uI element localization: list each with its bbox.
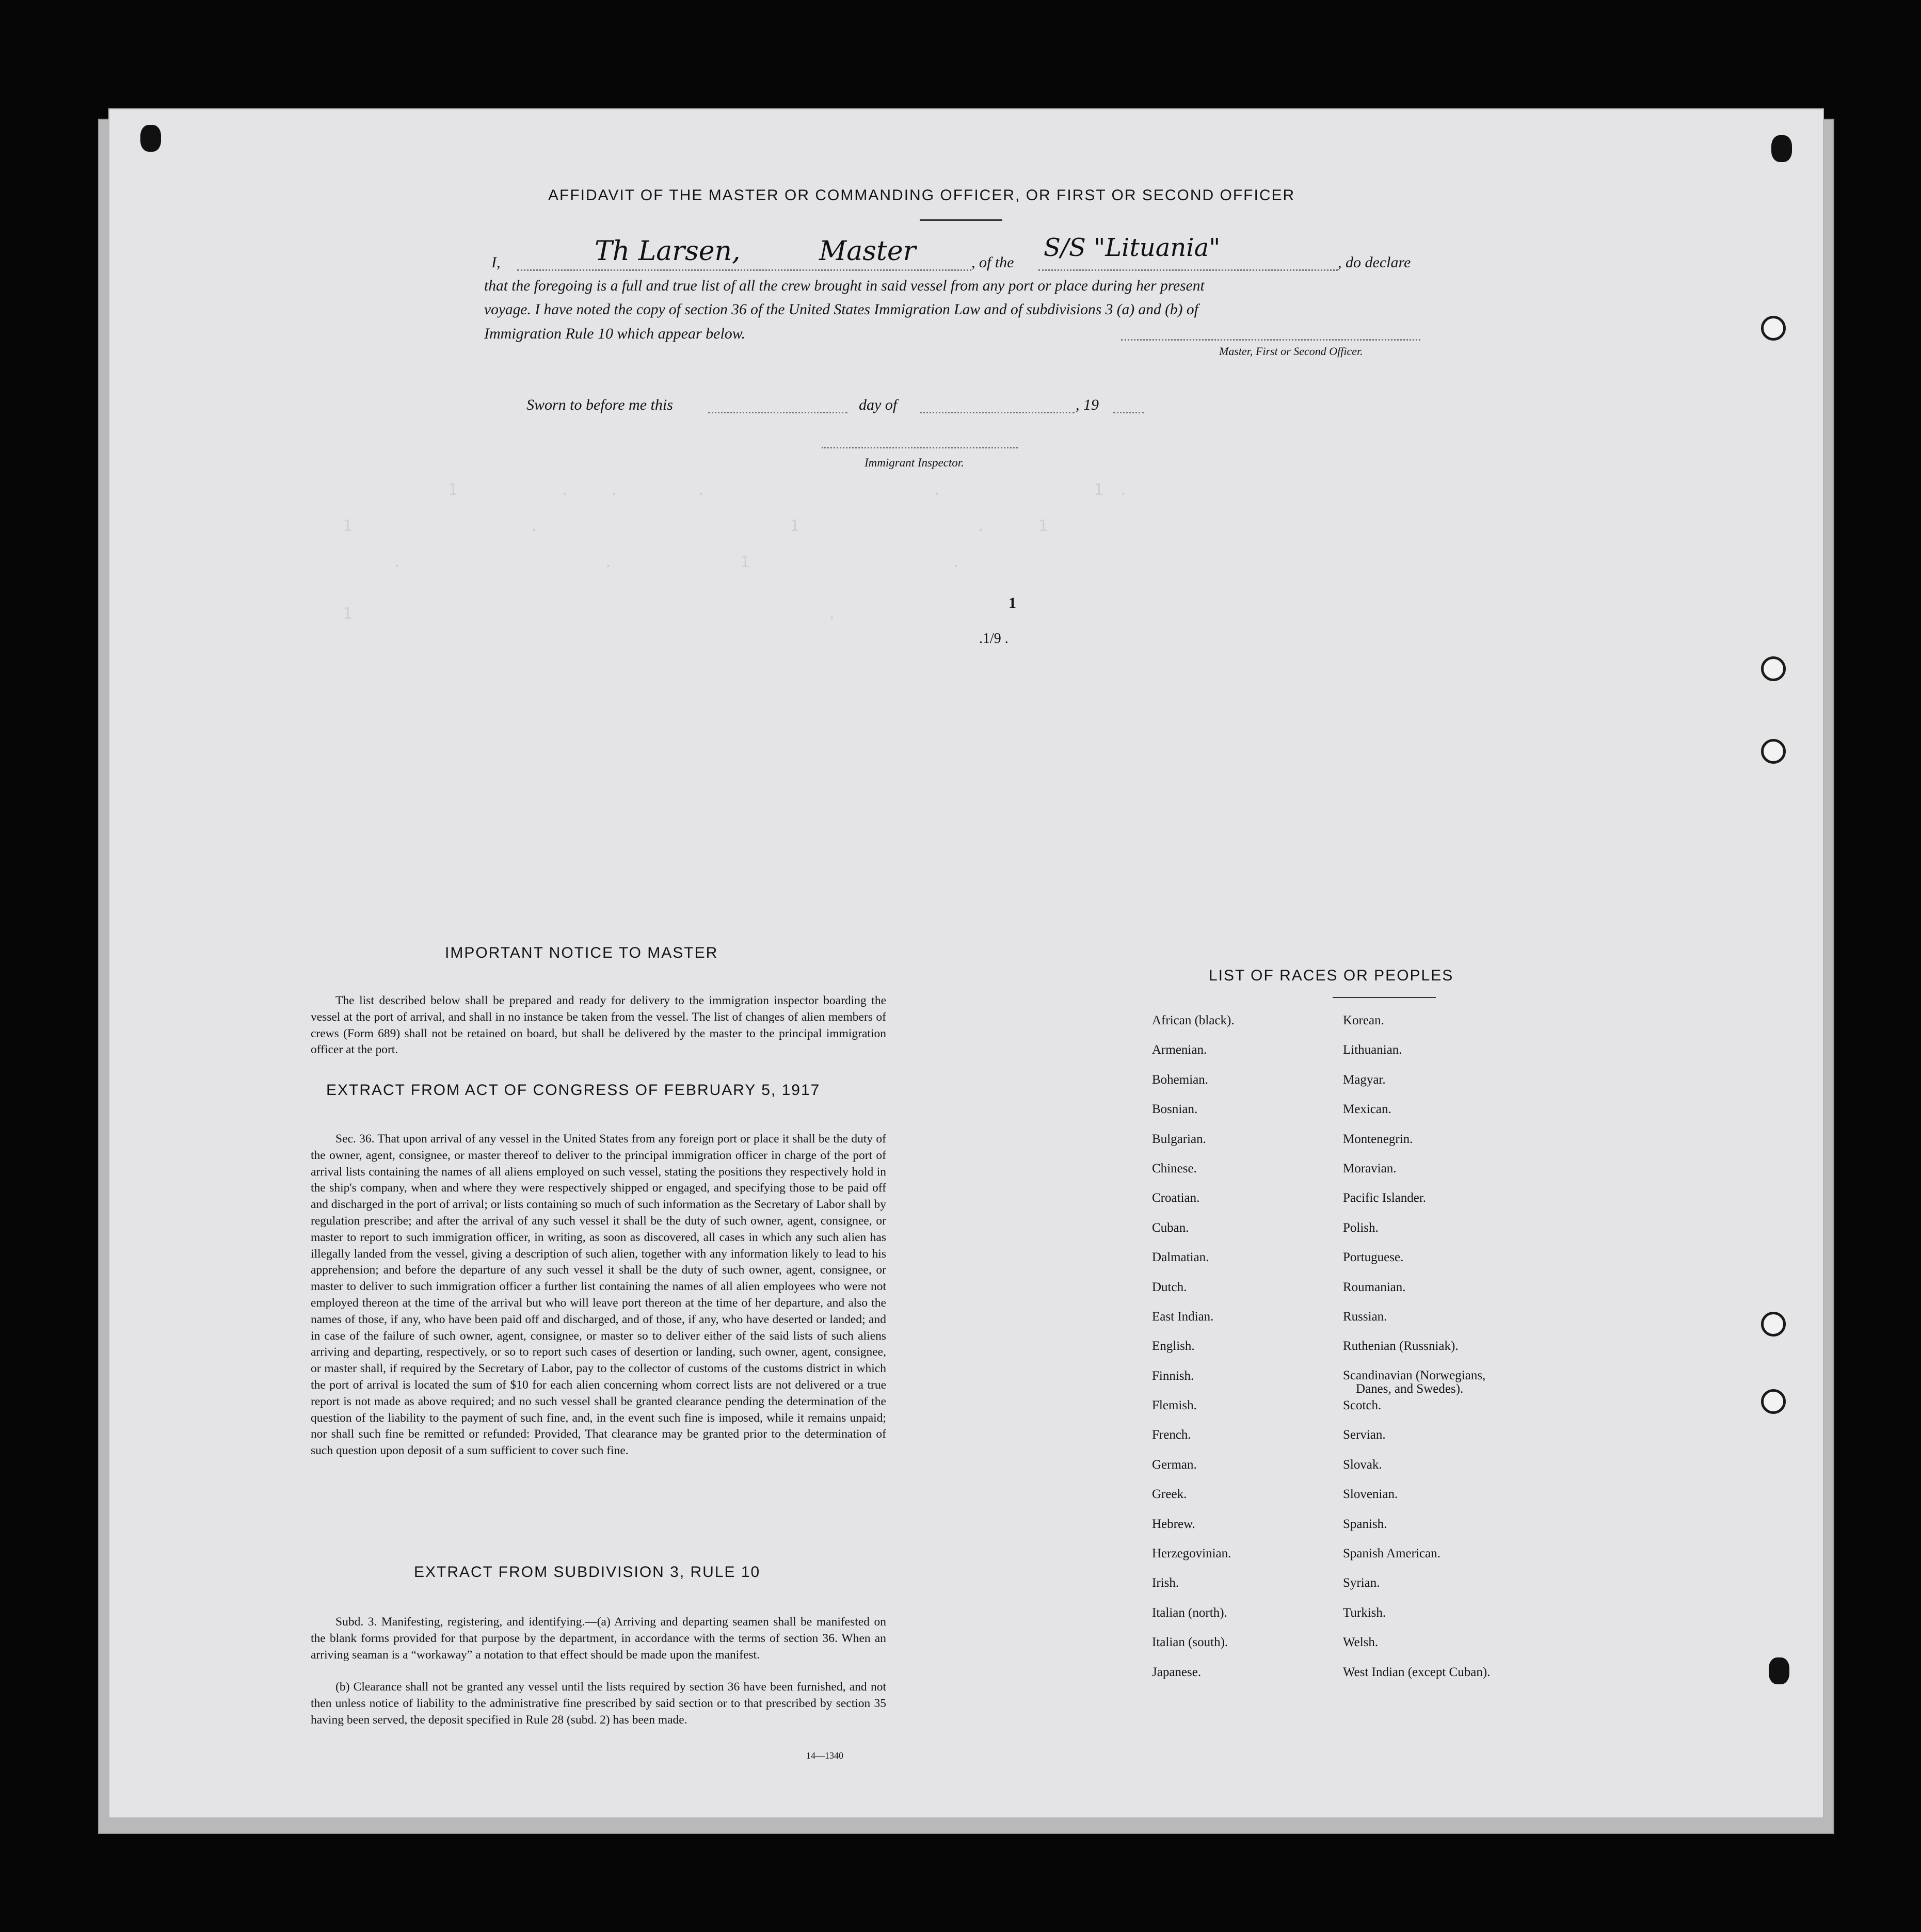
races-row (1152, 1517, 1560, 1547)
divider (1333, 997, 1436, 998)
race-left: Croatian. (1152, 1191, 1200, 1205)
signature-label: Master, First or Second Officer. (1219, 345, 1363, 358)
races-row (1152, 1280, 1560, 1310)
races-row (1152, 1428, 1560, 1457)
rule-text-a: Subd. 3. Manifesting, registering, and identifying.—(a) Arriving and departing seamen shall be manifested on the blank forms provided for that purpose by the department, in accordance with the terms of section 36. When an arriving seaman is a “workaway” a notation to that effect should be made upon the manifest. (311, 1615, 886, 1662)
race-right: Turkish. (1343, 1605, 1386, 1620)
races-row (1152, 1576, 1560, 1605)
year-label: , 19 (1076, 396, 1099, 413)
sworn-day-line (708, 412, 847, 413)
race-left: Dutch. (1152, 1280, 1187, 1294)
races-row (1152, 1606, 1560, 1635)
race-right: Syrian. (1343, 1576, 1380, 1590)
race-right: Spanish. (1343, 1517, 1387, 1531)
master-rank-handwritten: Master (819, 236, 916, 267)
stamp-mark: .1/9 . (979, 631, 1008, 647)
races-row (1152, 1221, 1560, 1250)
race-left: Italian (south). (1152, 1635, 1228, 1650)
race-right: Pacific Islander. (1343, 1191, 1427, 1205)
races-row (1152, 1458, 1560, 1487)
race-right: Welsh. (1343, 1635, 1379, 1650)
race-left: Bohemian. (1152, 1072, 1209, 1087)
race-left: Chinese. (1152, 1161, 1197, 1176)
document-page (108, 108, 1824, 1818)
punch-hole-icon (1761, 1389, 1786, 1414)
races-row (1152, 1162, 1560, 1191)
affidavit-line-2: that the foregoing is a full and true list of all the crew brought in said vessel from any port or place during her present (484, 278, 1205, 294)
races-row (1152, 1102, 1560, 1132)
race-left: English. (1152, 1339, 1195, 1354)
inspector-label: Immigrant Inspector. (865, 456, 964, 469)
punch-hole-icon (1769, 1657, 1789, 1684)
declare-label: , do declare (1338, 254, 1411, 271)
race-left: Herzegovinian. (1152, 1547, 1231, 1561)
affidavit-pronoun: I, (491, 254, 501, 271)
of-the-label: , of the (971, 254, 1014, 271)
race-right: Korean. (1343, 1013, 1384, 1027)
race-right: West Indian (except Cuban). (1343, 1665, 1491, 1679)
name-line (517, 269, 971, 271)
form-number: 14—1340 (806, 1750, 843, 1761)
races-row (1152, 1339, 1560, 1369)
race-left: Hebrew. (1152, 1517, 1195, 1531)
bleed-through: . . 1 . (306, 553, 964, 571)
races-row (1152, 1547, 1560, 1576)
affidavit-line-4: Immigration Rule 10 which appear below. (484, 325, 746, 342)
race-right: Scotch. (1343, 1398, 1382, 1413)
races-row (1152, 1665, 1560, 1695)
race-left: Dalmatian. (1152, 1250, 1209, 1265)
races-row (1152, 1310, 1560, 1339)
race-right: Russian. (1343, 1309, 1387, 1324)
race-left: African (black). (1152, 1013, 1235, 1027)
race-right: Servian. (1343, 1428, 1386, 1442)
bleed-through: 1 . 1 . 1 (306, 517, 1051, 535)
affidavit-line-3: voyage. I have noted the copy of section 36 of the United States Immigration Law and of subdivisions 3 (a) and (b) of (484, 301, 1198, 318)
notice-title: IMPORTANT NOTICE TO MASTER (445, 944, 718, 961)
rule-text-b: (b) Clearance shall not be granted any vessel until the lists required by section 36 have been furnished, and not then unless notice of liability to the administrative fine prescribed by said section or to that prescribed by section 35 having been served, the deposit specified in Rule 28 (subd. 2) has been made. (311, 1680, 886, 1727)
race-left: Flemish. (1152, 1398, 1197, 1413)
race-left: Bulgarian. (1152, 1132, 1206, 1146)
punch-hole-icon (1761, 1312, 1786, 1337)
notice-text: The list described below shall be prepared and ready for delivery to the immigration inspector boarding the vessel at the port of arrival, and shall in no instance be taken from the vessel. The list of changes of alien members of crews (Form 689) shall not be retained on board, but shall be delivered by the master to the principal immigration officer at the port. (311, 994, 886, 1057)
act-title: EXTRACT FROM ACT OF CONGRESS OF FEBRUARY 5, 1917 (326, 1082, 821, 1099)
race-right: Slovak. (1343, 1457, 1382, 1472)
signature-line (1121, 339, 1420, 341)
race-right: Montenegrin. (1343, 1132, 1413, 1146)
stamp-mark: 1 (1008, 594, 1016, 611)
races-row (1152, 1073, 1560, 1102)
races-row (1152, 1132, 1560, 1162)
punch-hole-icon (1761, 656, 1786, 681)
races-table (1152, 1013, 1560, 1695)
vessel-line (1038, 269, 1338, 271)
vessel-name-handwritten: S/S "Lituania" (1044, 233, 1221, 262)
race-right: Mexican. (1343, 1102, 1391, 1117)
bleed-through: 1 . (306, 605, 840, 623)
race-left: East Indian. (1152, 1309, 1214, 1324)
punch-hole-icon (140, 125, 161, 152)
punch-hole-icon (1771, 135, 1792, 162)
race-left: Irish. (1152, 1576, 1179, 1590)
punch-hole-icon (1761, 316, 1786, 341)
race-right: Portuguese. (1343, 1250, 1404, 1265)
sworn-label: Sworn to before me this (526, 396, 673, 413)
race-left: Greek. (1152, 1487, 1187, 1502)
races-row (1152, 1250, 1560, 1280)
race-left: Finnish. (1152, 1369, 1194, 1383)
race-left: Cuban. (1152, 1220, 1189, 1235)
races-row (1152, 1635, 1560, 1665)
race-left: Italian (north). (1152, 1605, 1227, 1620)
races-title: LIST OF RACES OR PEOPLES (1209, 967, 1454, 984)
race-right: Scandinavian (Norwegians, Danes, and Swedes). (1343, 1368, 1486, 1396)
race-right: Lithuanian. (1343, 1043, 1402, 1057)
divider (920, 219, 1002, 221)
races-row (1152, 1043, 1560, 1072)
race-right: Magyar. (1343, 1072, 1386, 1087)
race-right: Moravian. (1343, 1161, 1397, 1176)
races-row (1152, 1487, 1560, 1517)
act-text: Sec. 36. That upon arrival of any vessel in the United States from any foreign port or place it shall be the duty of the owner, agent, consignee, or master thereof to deliver to the principal immigration officer in charge of the port of arrival lists containing the names of all aliens employed on such vessel, stating the positions they respectively hold in the ship's company, when and where they were respectively shipped or engaged, and specifying those to be paid off and discharged in the port of arrival; or lists containing so much of such information as the Secretary of Labor shall by regulation prescribe; and after the arrival of any such vessel it shall be the duty of such owner, agent, consignee, or master to report to such immigration officer, in writing, as soon as discovered, all cases in which any such alien has illegally landed from the vessel, giving a description of such alien, together with any information likely to lead to his apprehension; and before the departure of any such vessel it shall be the duty of such owner, agent, consignee, or master to deliver to such immigration officer a further list containing the names of all alien employees who were not employed thereon at the time of the arrival but who will leave port thereon at the time of her departure, and also the names of those, if any, who have been paid off and discharged, and of those, if any, who have deserted or landed; and in case of the failure of such owner, agent, consignee, or master so to deliver either of the said lists of such aliens arriving and departing, respectively, or so to report such cases of desertion or landing, such owner, agent, consignee, or master shall, if required by the Secretary of Labor, pay to the collector of customs of the customs district in which the port of arrival is located the sum of $10 for each alien concerning whom correct lists are not delivered or a true report is not made as above required; and no such vessel shall be granted clearance pending the determination of the question of the liability to the payment of such fine, and, in the event such fine is imposed, while it remains unpaid; nor shall such fine be remitted or refunded: Provided, That clearance may be granted prior to the determination of such question upon deposit of a sum sufficient to cover such fine. (311, 1132, 886, 1458)
race-right: Slovenian. (1343, 1487, 1398, 1502)
race-right: Ruthenian (Russniak). (1343, 1339, 1459, 1354)
sworn-year-line (1113, 412, 1144, 413)
bleed-through: 1 . . . . 1 . (398, 481, 1131, 499)
race-right: Polish. (1343, 1220, 1379, 1235)
race-left: Bosnian. (1152, 1102, 1198, 1117)
race-left: Armenian. (1152, 1043, 1207, 1057)
sworn-month-line (920, 412, 1075, 413)
race-left: German. (1152, 1457, 1197, 1472)
races-row (1152, 1398, 1560, 1428)
race-right: Spanish American. (1343, 1547, 1440, 1561)
race-left: Japanese. (1152, 1665, 1202, 1679)
master-name-handwritten: Th Larsen, (595, 236, 741, 267)
race-left: French. (1152, 1428, 1191, 1442)
rule-title: EXTRACT FROM SUBDIVISION 3, RULE 10 (414, 1564, 761, 1581)
punch-hole-icon (1761, 739, 1786, 764)
race-right: Roumanian. (1343, 1280, 1406, 1294)
races-row (1152, 1369, 1560, 1398)
races-row (1152, 1191, 1560, 1220)
inspector-line (822, 447, 1018, 448)
affidavit-title: AFFIDAVIT OF THE MASTER OR COMMANDING OFFICER, OR FIRST OR SECOND OFFICER (548, 187, 1295, 204)
day-of-label: day of (859, 396, 898, 413)
races-row (1152, 1013, 1560, 1043)
